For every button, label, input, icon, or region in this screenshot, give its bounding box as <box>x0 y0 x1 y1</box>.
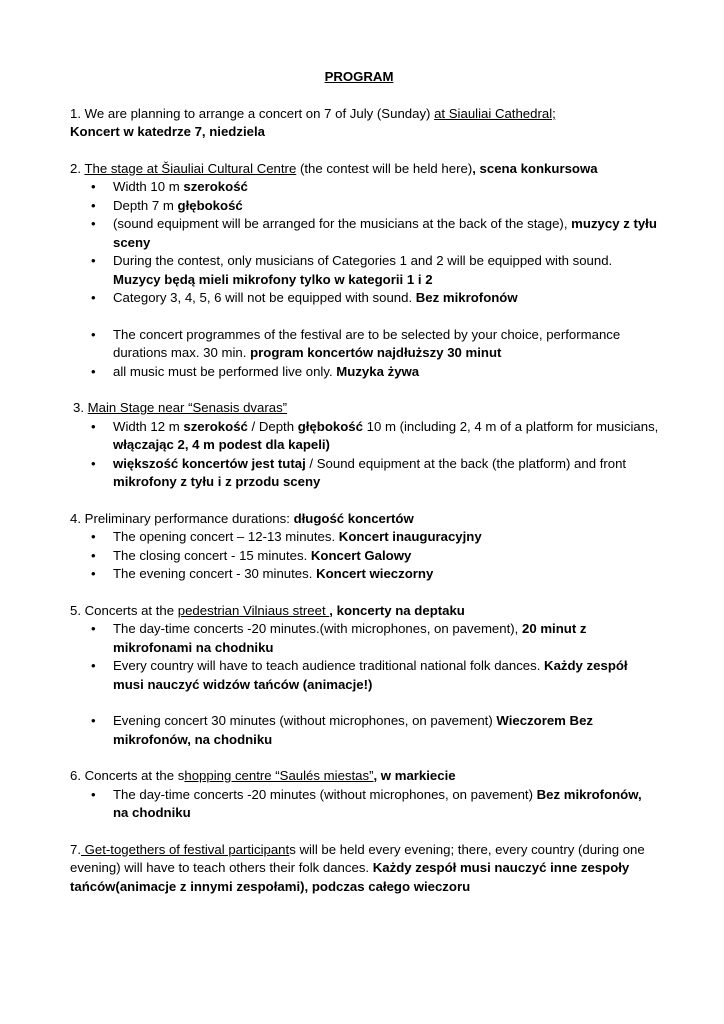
item-polish: Muzyka żywa <box>336 363 420 379</box>
item-text: Width 12 m <box>113 418 184 434</box>
item-polish: mikrofony z tyłu i z przodu sceny <box>113 474 321 489</box>
section-5-underlined: pedestrian Vilniaus street <box>177 602 330 618</box>
list-item <box>113 326 660 363</box>
section-3-list <box>70 418 660 492</box>
section-6 <box>70 767 660 823</box>
item-text: 10 m (including 2, 4 m of a platform for musicians, <box>362 418 659 434</box>
section-5-polish: , koncerty na deptaku <box>329 602 465 618</box>
section-6-text: 6. Concerts at the s <box>70 768 185 783</box>
section-4-text: 4. Preliminary performance durations: <box>70 510 294 526</box>
list-item <box>113 178 660 197</box>
section-2-text: (the contest will be held here) <box>296 160 473 176</box>
item-text: Width 10 m <box>113 179 184 194</box>
section-3 <box>70 399 660 492</box>
section-1-underlined: at Siauliai Cathedral; <box>434 105 556 121</box>
section-6-heading <box>70 767 660 786</box>
section-6-list <box>70 786 660 823</box>
section-4-polish: długość koncertów <box>293 510 414 526</box>
section-5-heading <box>70 602 660 621</box>
item-polish: włączając 2, 4 m podest dla kapeli) <box>113 437 330 452</box>
section-2-heading <box>70 160 660 179</box>
section-4-heading <box>70 510 660 529</box>
list-item <box>113 289 660 308</box>
section-5-text: 5. Concerts at the <box>70 602 178 618</box>
list-item <box>113 657 660 694</box>
list-item <box>113 363 660 382</box>
list-item <box>113 418 660 455</box>
item-text: The day-time concerts -20 minutes.(with microphones, on pavement), <box>113 621 522 636</box>
section-1-line <box>70 105 660 124</box>
item-text: The day-time concerts -20 minutes (without microphones, on pavement) <box>113 786 537 802</box>
section-5-list <box>70 620 660 749</box>
list-item <box>113 215 660 252</box>
section-1-polish <box>70 123 660 142</box>
section-2-underlined: The stage at Šiauliai Cultural Centre <box>84 160 297 176</box>
item-text: During the contest, only musicians of Categories 1 and 2 will be equipped with sound. <box>113 253 613 268</box>
section-2-polish: , scena konkursowa <box>472 160 598 176</box>
section-1-polish-text: Koncert w katedrze 7, niedziela <box>70 124 265 139</box>
section-7-underlined: Get-togethers of festival participant <box>81 841 290 857</box>
section-3-number: 3. <box>73 400 88 415</box>
section-4 <box>70 510 660 584</box>
section-3-heading <box>70 399 660 418</box>
item-text: Evening concert 30 minutes (without microphones, on pavement) <box>113 713 497 728</box>
item-polish: Koncert inauguracyjny <box>338 529 482 544</box>
item-text: The concert programmes of the festival are to be selected by your choice, performance durations max. 30 min. <box>113 326 621 360</box>
section-1-text: 1. We are planning to arrange a concert on 7 of July (Sunday) <box>70 105 435 121</box>
item-polish: program koncertów najdłuższy 30 minut <box>250 345 502 360</box>
section-6-underlined: hopping centre “Saulés miestas” <box>184 768 374 783</box>
list-item <box>113 565 660 584</box>
item-polish: Bez mikrofonów, na chodniku <box>113 786 642 820</box>
item-text: Category 3, 4, 5, 6 will not be equipped with sound. <box>113 290 416 305</box>
section-2 <box>70 160 660 382</box>
item-polish: większość koncertów jest tutaj <box>113 455 306 471</box>
list-item <box>113 197 660 216</box>
item-polish: Bez mikrofonów <box>415 290 518 305</box>
section-7-paragraph <box>70 841 660 897</box>
item-text: / Depth <box>247 418 298 434</box>
item-text: Depth 7 m <box>113 197 178 213</box>
item-text: The closing concert - 15 minutes. <box>113 547 311 563</box>
section-7 <box>70 841 660 897</box>
list-item <box>113 712 660 749</box>
section-7-polish: Każdy zespół musi nauczyć inne zespoły tańców(animacje z innymi zespołami), podczas całego wieczoru <box>70 860 630 894</box>
item-polish: Każdy zespół musi nauczyć widzów tańców (animacje!) <box>113 658 628 692</box>
item-text: all music must be performed live only. <box>113 363 337 379</box>
item-polish: Muzycy będą mieli mikrofony tylko w kategorii 1 i 2 <box>113 271 433 287</box>
page-title: PROGRAM <box>324 69 394 84</box>
section-1 <box>70 105 660 142</box>
item-polish: 20 minut z mikrofonami na chodniku <box>113 621 587 655</box>
item-text: / Sound equipment at the back (the platform) and front <box>305 455 627 471</box>
section-6-polish: , w markiecie <box>373 768 456 783</box>
section-2-list <box>70 178 660 381</box>
item-text: (sound equipment will be arranged for the musicians at the back of the stage), <box>113 216 572 231</box>
section-4-list <box>70 528 660 584</box>
list-item <box>113 455 660 492</box>
item-polish: Wieczorem Bez mikrofonów, na chodniku <box>113 713 593 747</box>
document-page <box>70 68 660 914</box>
list-item <box>113 547 660 566</box>
item-polish: głębokość <box>297 418 363 434</box>
item-text: The evening concert - 30 minutes. <box>113 566 317 581</box>
item-text: Every country will have to teach audience traditional national folk dances. <box>113 658 545 673</box>
list-item <box>113 528 660 547</box>
item-polish: szerokość <box>183 418 248 434</box>
item-polish: muzycy z tyłu sceny <box>113 216 657 250</box>
section-7-number: 7. <box>70 841 81 857</box>
section-3-underlined: Main Stage near “Senasis dvaras” <box>87 400 288 415</box>
list-item <box>113 620 660 657</box>
item-polish: głębokość <box>177 197 243 213</box>
list-item <box>113 252 660 289</box>
item-polish: Koncert wieczorny <box>316 566 434 581</box>
item-polish: szerokość <box>183 179 248 194</box>
section-2-number: 2. <box>70 160 85 176</box>
section-5 <box>70 602 660 750</box>
item-text: The opening concert – 12-13 minutes. <box>113 529 339 544</box>
list-item <box>113 786 660 823</box>
section-7-text: s will be held every evening; there, every country (during one evening) will have to teach others their folk dances. <box>70 841 645 875</box>
item-polish: Koncert Galowy <box>310 547 412 563</box>
